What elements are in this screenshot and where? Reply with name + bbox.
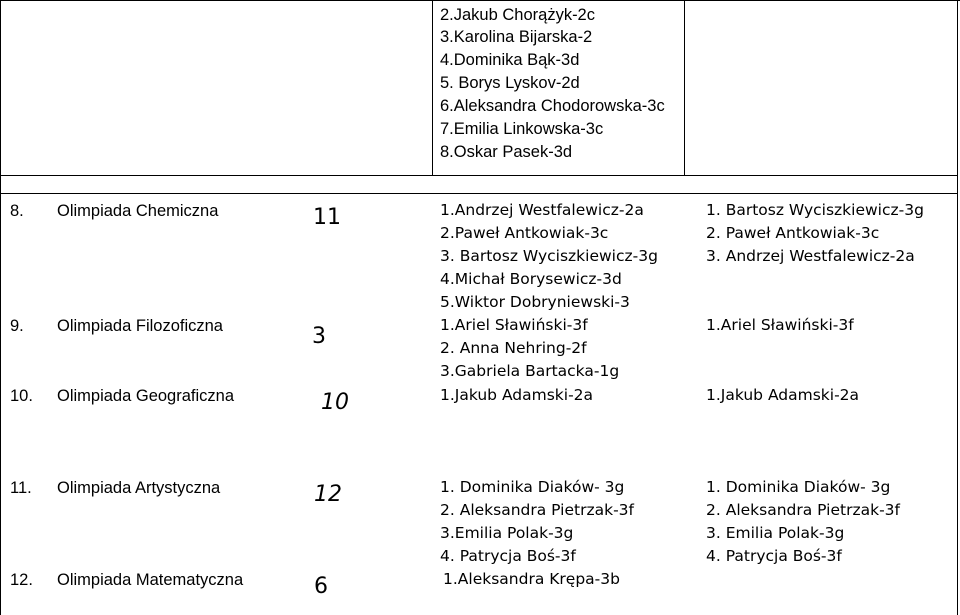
- participant-item: 1.Ariel Sławiński-3f: [440, 316, 588, 334]
- participant-item: 4.Michał Borysewicz-3d: [440, 270, 622, 288]
- participant-count: 3: [312, 324, 326, 349]
- row-number: 12.: [10, 571, 33, 589]
- finalist-item: 1.Jakub Adamski-2a: [706, 386, 860, 404]
- participant-item: 3. Bartosz Wyciszkiewicz-3g: [440, 247, 658, 265]
- finalist-item: 4. Patrycja Boś-3f: [706, 547, 842, 565]
- column-divider: [432, 0, 433, 175]
- row-number: 10.: [10, 387, 33, 405]
- participant-item: 5.Wiktor Dobryniewski-3: [440, 293, 630, 311]
- participant-item: 2. Anna Nehring-2f: [440, 339, 587, 357]
- finalist-item: 3. Andrzej Westfalewicz-2a: [706, 247, 915, 265]
- participant-item: 3.Gabriela Bartacka-1g: [440, 362, 620, 380]
- olympiad-name: Olimpiada Chemiczna: [57, 202, 219, 220]
- olympiad-name: Olimpiada Filozoficzna: [57, 317, 223, 335]
- row-divider: [0, 175, 958, 176]
- row-number: 9.: [10, 317, 24, 335]
- finalist-item: 1. Bartosz Wyciszkiewicz-3g: [706, 201, 924, 219]
- participant-count: 6: [314, 574, 328, 599]
- olympiad-name: Olimpiada Artystyczna: [57, 479, 221, 497]
- participant-item: 3.Emilia Polak-3g: [440, 524, 574, 542]
- row-number: 8.: [10, 202, 24, 220]
- row-number: 11.: [10, 479, 32, 497]
- olympiad-name: Olimpiada Geograficzna: [57, 387, 235, 405]
- table-border-right: [957, 0, 958, 615]
- finalist-item: 1. Dominika Diaków- 3g: [706, 478, 891, 496]
- column-divider: [684, 0, 685, 175]
- participant-item: 1.Aleksandra Krępa-3b: [443, 570, 620, 588]
- participant-item: 4. Patrycja Boś-3f: [440, 547, 576, 565]
- top-list-item: 3.Karolina Bijarska-2: [440, 28, 593, 46]
- top-list-item: 5. Borys Lyskov-2d: [440, 74, 580, 92]
- participant-item: 1. Dominika Diaków- 3g: [440, 478, 625, 496]
- finalist-item: 3. Emilia Polak-3g: [706, 524, 845, 542]
- participant-count: 11: [313, 205, 341, 230]
- top-list-item: 4.Dominika Bąk-3d: [440, 51, 580, 69]
- top-list-item: 8.Oskar Pasek-3d: [440, 143, 573, 161]
- olympiad-name: Olimpiada Matematyczna: [57, 571, 244, 589]
- finalist-item: 2. Paweł Antkowiak-3c: [706, 224, 880, 242]
- participant-item: 2. Aleksandra Pietrzak-3f: [440, 501, 634, 519]
- table-border-top: [0, 0, 960, 1]
- participant-item: 2.Paweł Antkowiak-3c: [440, 224, 609, 242]
- finalist-item: 1.Ariel Sławiński-3f: [706, 316, 854, 334]
- top-list-item: 7.Emilia Linkowska-3c: [440, 120, 604, 138]
- finalist-item: 2. Aleksandra Pietrzak-3f: [706, 501, 900, 519]
- participant-item: 1.Andrzej Westfalewicz-2a: [440, 201, 644, 219]
- table-border-left: [0, 0, 1, 615]
- participant-count: 10: [321, 390, 349, 415]
- top-list-item: 2.Jakub Chorążyk-2c: [440, 6, 595, 24]
- row-divider: [0, 193, 958, 194]
- participant-count: 12: [314, 482, 342, 507]
- participant-item: 1.Jakub Adamski-2a: [440, 386, 594, 404]
- top-list-item: 6.Aleksandra Chodorowska-3c: [440, 97, 665, 115]
